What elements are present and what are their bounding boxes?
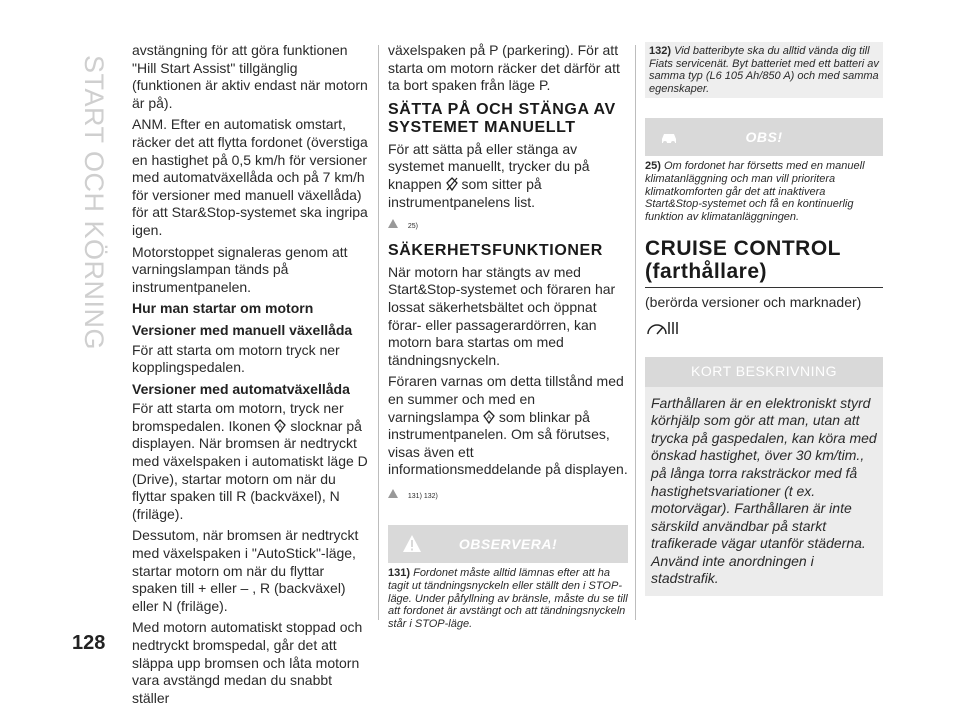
paragraph: växelspaken på P (parkering). För att starta om motorn räcker det därför att ta bort spaken från läge P. (388, 42, 620, 94)
paragraph: Dessutom, när bromsen är nedtryckt med växelspaken i "AutoStick"-läge, startar motorn om när du flyttar spaken till + eller – , R (backväxel) eller N (friläge). (132, 527, 359, 614)
paragraph: avstängning för att göra funktionen "Hill Start Assist" tillgänglig (funktionen är aktiv endast när motorn är på). (132, 42, 368, 111)
obs-header (645, 118, 883, 156)
text: slocknar på displayen. När bromsen är nedtryckt med växelspaken i automatiskt läge D (Drive), startar motorn om när du flyttar spaken till R (backväxel), N (friläge). (132, 417, 368, 522)
reference-number: 25) (407, 223, 419, 231)
note-number: 132) (649, 45, 672, 57)
note-text: Fordonet måste alltid lämnas efter att ha tagit ut tändningsnyckeln eller ställt den i STOP-läge. Under påfyllning av bränsle, måste du se till att fordonet är avstängt och att tändningsnyckeln står i STOP-läge. (388, 567, 628, 630)
note-131 (388, 567, 628, 630)
paragraph: När motorn har stängts av med Start&Stop-systemet och föraren har lossat säkerhetsbältet och öppnat förar- eller passagerardörren, kan motorn bara startas om med tändningsnyckeln. (388, 263, 616, 368)
note-25 (645, 160, 883, 223)
column-divider (635, 45, 636, 620)
paragraph (132, 400, 370, 523)
svg-text:A: A (486, 414, 491, 421)
paragraph (388, 373, 628, 479)
text: För att starta om motorn, tryck ner bromspedalen. Ikonen (132, 400, 344, 434)
text: Föraren varnas om detta tillstånd med en summer och med en varningslampa (388, 373, 624, 425)
heading-safety: SÄKERHETSFUNKTIONER (388, 241, 603, 259)
page-number: 128 (72, 632, 106, 654)
text: som sitter på instrumentpanelens list. (388, 175, 542, 210)
start-stop-icon (274, 419, 286, 433)
warning-icon (388, 219, 398, 228)
paragraph: För att starta om motorn tryck ner kopplingspedalen. (132, 341, 340, 376)
heading-restart: Hur man startar om motorn (132, 300, 314, 317)
short-description-body: Farthållaren är en elektroniskt styrd körhjälp som gör att man, utan att trycka på gaspedalen, kan köra med önskad hastighet, över 30 km/tim., på långa torra raksträckor med få hastighetsvariationer (t ex. motorvägar). Farthållaren är inte särskild användbar på starkt trafikerade vägar utanför städerna. Använd inte anordningen i stadstrafik. (645, 387, 883, 597)
paragraph (388, 141, 628, 211)
text: som blinkar på instrumentpanelen. Om så förutses, visas även ett informationsmeddelande på displayen. (388, 408, 628, 478)
text: För att sätta på eller stänga av systemet manuellt, trycker du på knappen (388, 140, 590, 192)
note-text: Om fordonet har försetts med en manuell klimatanläggning och man vill prioritera klimatkomforten går det att inaktivera Start&Stop-systemet och få en kontinuerlig funktion av klimatanläggningen. (645, 160, 865, 223)
paragraph: Med motorn automatiskt stoppad och nedtryckt bromspedal, går det att släppa upp bromsen och låta motorn vara avstängd medan du snabbt ställer (132, 619, 363, 706)
paragraph: ANM. Efter en automatisk omstart, räcker det att flytta fordonet (överstiga en hastighet på 0,5 km/h för versioner med automatväxellåda och på 7 km/h för versioner med manuell växellåda) för att Star&Stop-systemet ska ingripa igen. (132, 116, 368, 238)
note-number: 25) (645, 160, 661, 173)
column-divider (378, 45, 379, 620)
note-number: 131) (388, 567, 411, 580)
warning-triangle-icon (402, 534, 422, 554)
column-2 (388, 42, 628, 630)
start-stop-off-icon (446, 177, 458, 191)
reference (388, 485, 628, 506)
heading-manual: Versioner med manuell växellåda (132, 321, 353, 338)
column-3 (645, 42, 883, 596)
short-description-title: KORT BESKRIVNING (691, 362, 837, 379)
note-text: Vid batteribyte ska du alltid vända dig till Fiats servicenät. Byt batteriet med ett batteri av samma typ (L6 105 Ah/850 A) och med samma egenskaper. (649, 45, 879, 95)
heading-cruise-control: CRUISE CONTROL (farthållare) (645, 237, 883, 288)
short-description-box (645, 357, 883, 597)
note-132 (645, 42, 883, 98)
start-stop-warning-icon (483, 410, 495, 424)
warning-title: OBSERVERA! (458, 535, 558, 552)
cruise-control-icon (645, 318, 681, 338)
reference-numbers: 131) 132) (407, 492, 438, 500)
heading-manual-toggle: SÄTTA PÅ OCH STÄNGA AV SYSTEMET MANUELLT (388, 100, 616, 136)
warning-header (388, 525, 628, 563)
svg-text:A: A (278, 423, 283, 430)
column-1 (132, 42, 370, 711)
car-hand-icon (659, 127, 679, 147)
chapter-side-title: START OCH KÖRNING (79, 55, 109, 351)
warning-icon (388, 489, 398, 498)
obs-title: OBS! (745, 128, 783, 145)
heading-automatic: Versioner med automatväxellåda (132, 380, 350, 397)
paragraph: (berörda versioner och marknader) (645, 294, 862, 311)
paragraph: Motorstoppet signaleras genom att varningslampan tänds på instrumentpanelen. (132, 243, 348, 295)
reference (388, 215, 628, 236)
